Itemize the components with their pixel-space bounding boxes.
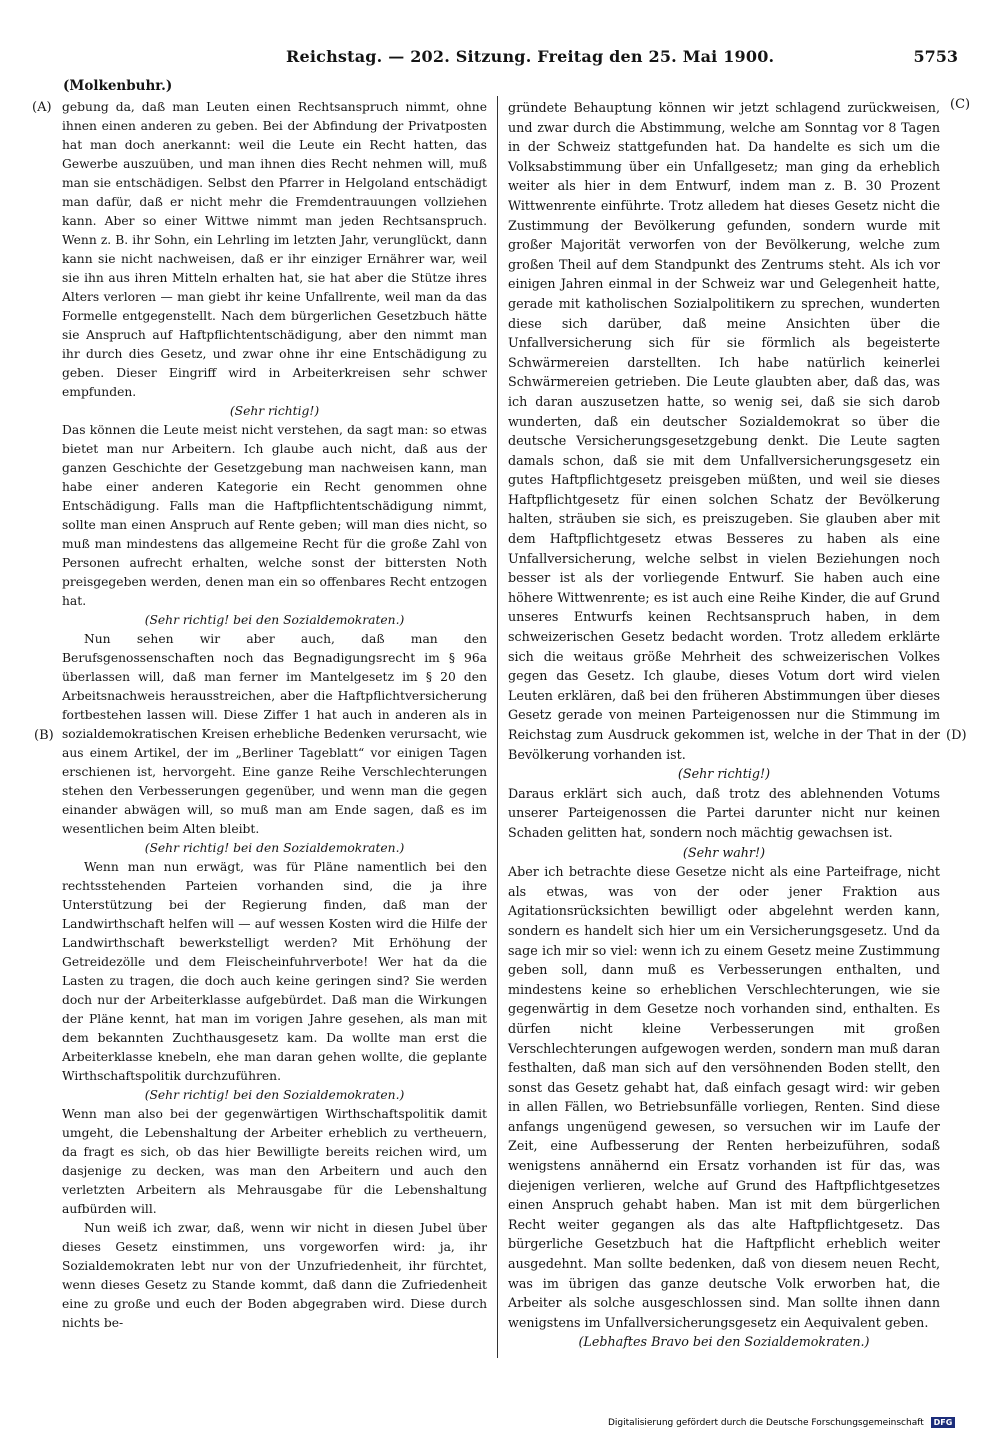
margin-marker-a: (A) <box>32 100 52 115</box>
paragraph: gebung da, daß man Leuten einen Rechtsanspruch nimmt, ohne ihnen einen anderen zu geben. Bei der Abfindung der Privatposten hat man doch anerkannt: weil die Leute ein Recht hatten, das Gewerbe auszuüben, und man ihnen dies Recht nehmen will, muß man sie entschädigen. Selbst den Pfarrer in Helgoland entschädigt man dafür, daß er nicht mehr die Fremdentrauungen vollziehen kann. Aber so einer Wittwe nimmt man jeden Rechtsanspruch. Wenn z. B. ihr Sohn, ein Lehrling im letzten Jahr, verunglückt, dann kann sie nicht nachweisen, daß er ihr einziger Ernährer war, weil sie ihn aus ihren Mitteln erhalten hat, sie hat aber die Stütze ihres Alters verloren — man giebt ihr keine Unfallrente, weil man da das Formelle entgegenstellt. Nach dem bürgerlichen Gesetzbuch hätte sie Anspruch auf Haftpflichtentschädigung, aber den nimmt man ihr durch dies Gesetz, und zwar ohne ihr eine Entschädigung zu geben. Dieser Eingriff wird in Arbeiterkreisen sehr schwer empfunden. <box>62 100 487 399</box>
interjection: (Lebhaftes Bravo bei den Sozialdemokraten.) <box>578 1334 870 1350</box>
right-column <box>508 98 940 1352</box>
dfg-logo: DFG <box>931 1417 956 1428</box>
page-header <box>250 47 958 71</box>
paragraph: gründete Behauptung können wir jetzt schlagend zurückweisen, und zwar durch die Abstimmung, welche am Sonntag vor 8 Tagen in der Schweiz stattgefunden hat. Da handelte es sich um die Volksabstimmung über ein Unfallgesetz; man ging da erheblich weiter als hier in dem Entwurf, indem man z. B. 30 Prozent Wittwenrente einführte. Trotz alledem hat dieses Gesetz nicht die Zustimmung der Bevölkerung gefunden, sondern wurde mit großer Majorität verworfen von der Bevölkerung, welche zum großen Theil auf dem Standpunkt des Zentrums steht. Als ich vor einigen Jahren einmal in der Schweiz war und Gelegenheit hatte, gerade mit katholischen Sozialpolitikern zu sprechen, wunderten diese sich darüber, daß meine Ansichten über die Unfallversicherung sich für sie förmlich als begeisterte Schwärmereien darstellten. Ich habe natürlich keinerlei Schwärmereien getrieben. Die Leute glaubten aber, daß das, was ich daran auszusetzen hatte, so wenig sei, daß sie sich darob wunderten, daß ein deutscher Sozialdemokrat so über die deutsche Versicherungsgesetzgebung denkt. Die Leute sagten damals schon, daß sie mit dem Unfallversicherungsgesetz ein gutes Haftpflichtgesetz preisgeben müßten, und weil sie dieses Haftpflichtgesetz für einen solchen Schatz der Bevölkerung halten, sträuben sie sich, es preiszugeben. Sie glauben aber mit dem Haftpflichtgesetz etwas Besseres zu haben als eine Unfallversicherung, welche selbst in vielen Beziehungen noch besser ist als der vorliegende Entwurf. Sie haben auch eine höhere Wittwenrente; es ist auch eine Reihe Kinder, die auf Grund unseres Entwurfs keinen Rechtsanspruch haben, in dem schweizerischen Gesetz bedacht worden. Trotz alledem erklärte sich die weitaus größe Mehrheit des schweizerischen Volkes gegen das Gesetz. Ich glaube, dieses Votum dort wird vielen Leuten erklären, daß bei den früheren Abstimmungen über dieses Gesetz gerade von meinen Parteigenossen nur die Stimmung im Reichstag zum Ausdruck gekommen ist, welche in der That in der Bevölkerung vorhanden ist. <box>508 100 940 762</box>
interjection: (Sehr richtig!) <box>229 404 320 418</box>
paragraph: Aber ich betrachte diese Gesetze nicht als eine Parteifrage, nicht als etwas, was von der oder jener Fraktion aus Agitationsrücksichten bewilligt oder abgelehnt werden kann, sondern es handelt sich hier um ein Versicherungsgesetz. Und da sage ich mir so viel: wenn ich zu einem Gesetz meine Zustimmung geben soll, dann muß es Verbesserungen enthalten, und mindestens keine so erheblichen Verschlechterungen, wie sie gegenwärtig in dem Gesetze noch vorhanden sind, enthalten. Es dürfen nicht kleine Verbesserungen mit großen Verschlechterungen aufgewogen werden, sondern man muß daran festhalten, daß man sich auf den versöhnenden Boden stellt, den sonst das Gesetz gehabt hat, daß einfach gesagt wird: wir geben in allen Fällen, wo Betriebsunfälle vorliegen, Renten. Sind diese anfangs ungenügend gewesen, so versuchen wir im Laufe der Zeit, eine Aufbesserung der Renten herbeizuführen, sodaß wenigstens annähernd ein Ersatz vorhanden ist für das, was diejenigen verlieren, welche auf Grund des Haftpflichtgesetzes einen Anspruch gehabt haben. Man ist mit dem bürgerlichen Recht weiter gegangen als das alte Haftpflichtgesetz. Das bürgerliche Gesetzbuch hat die Haftpflicht erheblich weiter ausgedehnt. Man sollte bedenken, daß von diesem neuen Recht, was im übrigen das ganze deutsche Volk erworben hat, die Arbeiter als solche ausgeschlossen sind. Man sollte ihnen dann wenigstens im Unfallversicherungsgesetz ein Aequivalent geben. <box>508 864 940 1330</box>
left-column <box>62 98 487 1333</box>
paragraph: Wenn man also bei der gegenwärtigen Wirthschaftspolitik damit umgeht, die Lebenshaltung der Arbeiter erheblich zu vertheuern, da fragt es sich, ob das hier Bewilligte bereits reichen wird, um dasjenige zu decken, was man den Arbeitern und auch den verletzten Arbeitern als Mehrausgabe für die Lebenshaltung aufbürden will. <box>62 1107 487 1216</box>
footer <box>608 1417 955 1428</box>
header-title: Reichstag. — 202. Sitzung. Freitag den 25. Mai 1900. <box>286 47 775 66</box>
interjection: (Sehr richtig! bei den Sozialdemokraten.) <box>144 841 405 855</box>
margin-marker-d: (D) <box>946 728 967 743</box>
paragraph: Nun sehen wir aber auch, daß man den Berufsgenossenschaften noch das Begnadigungsrecht im § 96a überlassen will, daß man ferner im Mantelgesetz im § 20 den Arbeitsnachweis herausstreichen, aber die Haftpflichtversicherung fortbestehen lassen will. Diese Ziffer 1 hat auch in anderen als in sozialdemokratischen Kreisen erhebliche Bedenken verursacht, wie aus einem Artikel, der im „Berliner Tageblatt“ vor einigen Tagen erschienen ist, hervorgeht. Eine ganze Reihe Verschlechterungen stehen den Verbesserungen gegenüber, und wenn man die gegen einander abwägen will, so muß man am Ende sagen, daß es im wesentlichen beim Alten bleibt. <box>62 632 487 836</box>
footer-text: Digitalisierung gefördert durch die Deutsche Forschungsgemeinschaft <box>608 1418 924 1428</box>
margin-marker-c: (C) <box>950 97 971 112</box>
interjection: (Sehr wahr!) <box>682 844 766 860</box>
paragraph: Wenn man nun erwägt, was für Pläne namentlich bei den rechtsstehenden Parteien vorhanden sind, die ja ihre Unterstützung bei der Regierung finden, daß man der Landwirthschaft helfen will — auf wessen Kosten wird die Hilfe der Landwirthschaft bewerkstelligt werden? Mit Erhöhung der Getreidezölle und dem Fleischeinfuhrverbote! Wer hat da die Lasten zu tragen, die doch auch keine geringen sind? Sie werden doch nur der Arbeiterklasse aufgebürdet. Daß man die Wirkungen der Pläne kennt, hat man im vorigen Jahre gesehen, als man mit dem bekannten Zuchthausgesetz kam. Da wollte man erst die Arbeiterklasse knebeln, ehe man daran gehen wollte, die geplante Wirthschaftspolitik durchzuführen. <box>62 860 487 1083</box>
interjection: (Sehr richtig! bei den Sozialdemokraten.) <box>144 613 405 627</box>
paragraph: Das können die Leute meist nicht verstehen, da sagt man: so etwas bietet man nur Arbeitern. Ich glaube auch nicht, daß aus der ganzen Geschichte der Gesetzgebung man nachweisen kann, man habe einer anderen Kategorie ein Recht genommen ohne Entschädigung. Falls man die Haftpflichtentschädigung nimmt, sollte man einen Anspruch auf Rente geben; will man dies nicht, so muß man mindestens das allgemeine Recht für die große Zahl von Personen aufrecht erhalten, welche sonst der bittersten Noth preisgegeben werden, denen man ein so offenbares Recht entzogen hat. <box>62 423 487 608</box>
paragraph: Nun weiß ich zwar, daß, wenn wir nicht in diesen Jubel über dieses Gesetz einstimmen, uns vorgeworfen wird: ja, ihr Sozialdemokraten lebt nur von der Unzufriedenheit, ihr fürchtet, wenn dieses Gesetz zu Stande kommt, daß dann die Zufriedenheit eine zu große und euch der Boden abgegraben wird. Diese durch nichts be- <box>62 1221 487 1330</box>
interjection: (Sehr richtig! bei den Sozialdemokraten.) <box>144 1088 405 1102</box>
paragraph: Daraus erklärt sich auch, daß trotz des ablehnenden Votums unserer Parteigenossen die Partei darunter nicht nur keinen Schaden gelitten hat, sondern noch mächtig gewachsen ist. <box>508 785 940 840</box>
page-number: 5753 <box>913 47 958 66</box>
interjection: (Sehr richtig!) <box>677 766 771 782</box>
margin-marker-b: (B) <box>34 728 54 743</box>
speaker-name: (Molkenbuhr.) <box>63 78 173 94</box>
column-divider <box>497 96 498 1358</box>
